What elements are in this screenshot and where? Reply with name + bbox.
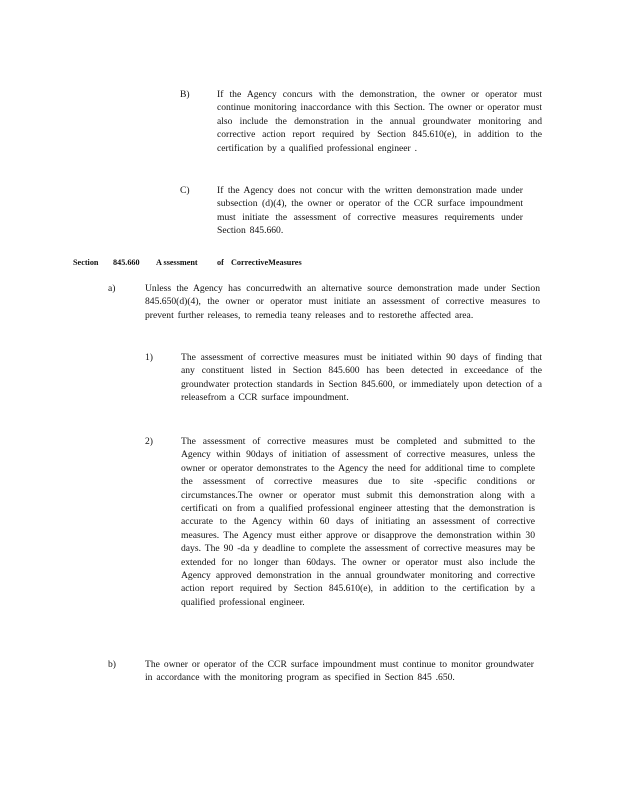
- item-b-text: If the Agency concurs with the demonstration, the owner or operator must continue monitoring inaccordance with this Section. The owner or operator must also include the demonstration in the annual groundwater monitoring and corrective action report required by Section 845.610(e), in addition to the certification by a qualified professional engineer .: [217, 89, 542, 154]
- subsection-a-item-1-label: 1): [145, 352, 153, 363]
- item-c-label: C): [180, 185, 190, 196]
- section-title-part-3: CorrectiveMeasures: [231, 258, 302, 267]
- subsection-a-label: a): [108, 283, 116, 294]
- subsection-a-item-1-text: The assessment of corrective measures must be initiated within 90 days of finding that any constituent listed in Section 845.600 has been detected in exceedance of the groundwater protection standards in Section 845.600, or immediately upon detection of a releasefrom a CCR surface impoundment.: [181, 352, 542, 404]
- section-word: Section: [73, 258, 99, 267]
- subsection-a-item-2-label: 2): [145, 436, 153, 447]
- section-number: 845.660: [113, 258, 140, 267]
- subsection-a-item-2-text: The assessment of corrective measures must be completed and submitted to the Agency within 90days of initiation of assessment of corrective measures, unless the owner or operator demonstrates to the Agency the need for additional time to complete the assessment of corrective measures due to site -specific conditions or circumstances.The owner or operator must submit this demonstration along with a certificati on from a qualified professional engineer attesting that the demonstration is accurate to the Agency within 60 days of initiating an assessment of corrective measures. The Agency must either approve or disapprove the demonstration within 30 days. The 90 -da y deadline to complete the assessment of corrective measures may be extended for no longer than 60days. The owner or operator must also include the Agency approved demonstration in the annual groundwater monitoring and corrective action report required by Section 845.610(e), in addition to the certification by a qualified professional engineer.: [181, 436, 535, 608]
- item-c-text: If the Agency does not concur with the written demonstration made under subsection (d)(4), the owner or operator of the CCR surface impoundment must initiate the assessment of corrective measures requirements under Section 845.660.: [217, 185, 523, 237]
- subsection-b-text: The owner or operator of the CCR surface impoundment must continue to monitor groundwater in accordance with the monitoring program as specified in Section 845 .650.: [145, 659, 534, 684]
- subsection-a-text: Unless the Agency has concurredwith an alternative source demonstration made under Section 845.650(d)(4), the owner or operator must initiate an assessment of corrective measures to prevent further releases, to remedia teany releases and to restorethe affected area.: [145, 283, 540, 321]
- item-b-label: B): [180, 89, 190, 100]
- subsection-b-label: b): [108, 659, 116, 670]
- section-title-part-2: of: [217, 258, 224, 267]
- section-title-part-1: A ssessment: [156, 258, 198, 267]
